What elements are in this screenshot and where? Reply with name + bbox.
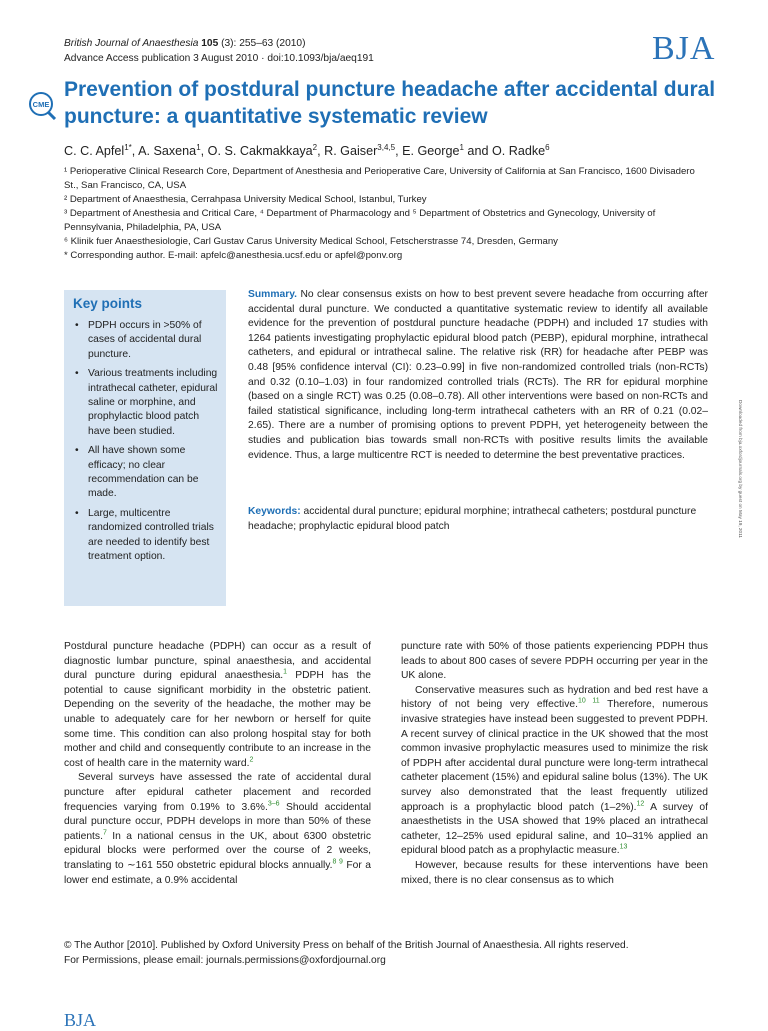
copyright-text: © The Author [2010]. Published by Oxford University Press on behalf of the British Journal of Anaesthesia. All rights reserved. bbox=[64, 940, 629, 951]
citation-ref[interactable]: 10 11 bbox=[577, 697, 600, 705]
body-column-left bbox=[64, 640, 371, 888]
affiliation: ³ Department of Anesthesia and Critical Care, ⁴ Department of Pharmacology and ⁵ Department of Obstetrics and Gynecology, University of Pennsylvania, Philadelphia, PA, USA bbox=[64, 208, 656, 233]
bottom-bja-logo: BJA bbox=[64, 1010, 97, 1030]
citation-ref[interactable]: 2 bbox=[249, 756, 254, 764]
paragraph: puncture rate with 50% of those patients experiencing PDPH thus leads to about 800 cases of severe PDPH occurring per year in the UK alone. bbox=[401, 641, 708, 682]
permissions-text: For Permissions, please email: journals.permissions@oxfordjournal.org bbox=[64, 954, 386, 966]
cme-badge-label: CME bbox=[32, 100, 50, 109]
author: A. Saxena$^1$, bbox=[138, 143, 208, 159]
author: C. C. Apfel$^{1*}$, bbox=[64, 143, 139, 159]
citation-ref[interactable]: 8 9 bbox=[332, 858, 343, 866]
key-point-item: • All have shown some efficacy; no clear recommendation can be made. bbox=[88, 444, 220, 502]
copyright-footer bbox=[64, 939, 629, 968]
journal-header bbox=[64, 36, 374, 66]
download-note: Downloaded from bja.oxfordjournals.org by guest on May 19, 2011 bbox=[738, 400, 743, 539]
citation-ref[interactable]: 12 bbox=[636, 800, 645, 808]
corresponding-author: * Corresponding author. E-mail: apfelc@anesthesia.ucsf.edu or apfel@ponv.org bbox=[64, 250, 403, 261]
author: R. Gaiser$^{3,4,5}$, bbox=[324, 143, 403, 159]
author: E. George$^1$ and bbox=[402, 143, 492, 159]
citation-ref[interactable]: 3–6 bbox=[267, 800, 280, 808]
key-points-heading: Key points bbox=[73, 296, 143, 311]
advance-access-line: Advance Access publication 3 August 2010 · doi:10.1093/bja/aeq191 bbox=[64, 53, 374, 64]
affiliation: ¹ Perioperative Clinical Research Core, Department of Anesthesia and Perioperative Care, University of California at San Francisco, 1600 Divisadero St., San Francisco, CA, USA bbox=[64, 166, 695, 191]
citation-line bbox=[64, 36, 374, 51]
key-point-item: • PDPH occurs in >50% of cases of accidental dural puncture. bbox=[88, 319, 220, 362]
key-point-item: • Large, multicentre randomized controlled trials are needed to identify best treatment option. bbox=[88, 507, 220, 565]
article-title: Prevention of postdural puncture headache after accidental dural puncture: a quantitative systematic review bbox=[64, 78, 716, 128]
journal-issue-pages: (3): 255–63 (2010) bbox=[218, 38, 306, 49]
citation-ref[interactable]: 7 bbox=[102, 829, 107, 837]
summary-text: No clear consensus exists on how to best prevent severe headache from occurring after accidental dural puncture. We conducted a quantitative systematic review to identify all available evidence for the prevention of postdural puncture headache (PDPH) and included 17 studies with 1264 patients investigating prophylactic epidural blood patch (PEBP), epidural morphine, intrathecal catheters, and epidural or intrathecal saline. The relative risk (RR) for headache after PEBP was 0.48 [95% confidence interval (CI): 0.23–0.99] in five non-randomized controlled trials (non-RCTs) and 0.32 (0.10–1.03) in four randomized controlled trials (RCTs). The RR for epidural morphine (based on a single RCT) was 0.25 (0.08–0.78). All other interventions were based on non-RCTs and failed statistical significance, including long-term intrathecal catheters with an RR of 0.21 (0.02–2.65). There are a number of promising options to prevent PDPH, yet heterogeneity between the studies and publication bias towards small non-RCTs with positive results limits the available evidence. Thus, a large multicentre RCT is needed to determine the best preventative practices. bbox=[248, 289, 708, 461]
paragraph: Several surveys have assessed the rate of accidental dural puncture after epidural catheter placement and recorded frequencies varying from 0.19% to 3.6%.$^{3-6}$ Should accidental dural puncture occur, PDPH develops in more than 50% of these patients.$^7$ In a national census in the UK, about 6300 obstetric epidural blocks were performed over the course of 2 weeks, translating to ∼161 550 obstetric epidural blocks annually.$^{8 9}$ For a lower end estimate, a 0.9% accidental bbox=[64, 772, 371, 886]
affiliation: ² Department of Anaesthesia, Cerrahpasa University Medical School, Istanbul, Turkey bbox=[64, 194, 427, 205]
citation-ref[interactable]: 13 bbox=[619, 843, 628, 851]
paragraph: Postdural puncture headache (PDPH) can occur as a result of diagnostic lumbar puncture, spinal anaesthesia, and accidental dural puncture during epidural anaesthesia.$^1$ PDPH has the potential to cause significant morbidity in the obstetric patient. Depending on the severity of the headache, the mother may be unable to adequately care for her newborn or herself for quite some time. This condition can also prolong hospital stay for both mother and child and consequently contribute to an increase in the cost of health care in the maternity ward.$^2$ bbox=[64, 641, 371, 769]
key-points-box bbox=[64, 290, 226, 606]
keywords bbox=[248, 505, 708, 534]
key-points-list bbox=[64, 319, 226, 565]
journal-volume: 105 bbox=[201, 38, 219, 49]
download-sidebar bbox=[738, 400, 753, 590]
paragraph: However, because results for these interventions have been mixed, there is no clear consensus as to which bbox=[401, 859, 708, 886]
keywords-text: accidental dural puncture; epidural morphine; intrathecal catheters; postdural puncture headache; prophylactic epidural blood patch bbox=[248, 506, 697, 532]
author-list bbox=[64, 143, 550, 158]
journal-name: British Journal of Anaesthesia bbox=[64, 38, 199, 49]
bja-logo: BJA bbox=[652, 30, 716, 67]
paragraph: Conservative measures such as hydration and bed rest have a history of not being very effective.$^{10 11}$ Therefore, numerous invasive strategies have instead been suggested to prevent PDPH. A recent survey of clinical practice in the UK showed that the most common invasive prophylactic measures used to minimize the risk of PDPH after accidental dural puncture were long-term intrathecal catheter placement (15%) and epidural saline bolus (13%). The UK survey also demonstrated that the least frequently utilized approach is a prophylactic blood patch (1–2%).$^{12}$ A survey of anaesthetists in the USA showed that 19% placed an intrathecal catheter, 12–25% used epidural saline, and 10–31% applied an epidural blood patch as a prophylactic measure.$^{13}$ bbox=[401, 684, 709, 857]
keywords-label: Keywords: bbox=[248, 506, 301, 517]
author: O. Radke$^6$ bbox=[491, 143, 550, 159]
affiliations bbox=[64, 165, 704, 263]
affiliation: ⁶ Klinik fuer Anaesthesiologie, Carl Gustav Carus University Medical School, Fetscherstrasse 74, Dresden, Germany bbox=[64, 236, 558, 247]
cme-badge-icon bbox=[27, 90, 57, 120]
key-point-item: • Various treatments including intrathecal catheter, epidural saline or morphine, and prophylactic blood patch have been studied. bbox=[88, 367, 220, 439]
author: O. S. Cakmakkaya$^2$, bbox=[207, 143, 325, 159]
body-column-right bbox=[401, 640, 708, 888]
abstract-summary bbox=[248, 288, 708, 463]
citation-ref[interactable]: 1 bbox=[283, 668, 288, 676]
summary-label: Summary. bbox=[248, 289, 298, 300]
